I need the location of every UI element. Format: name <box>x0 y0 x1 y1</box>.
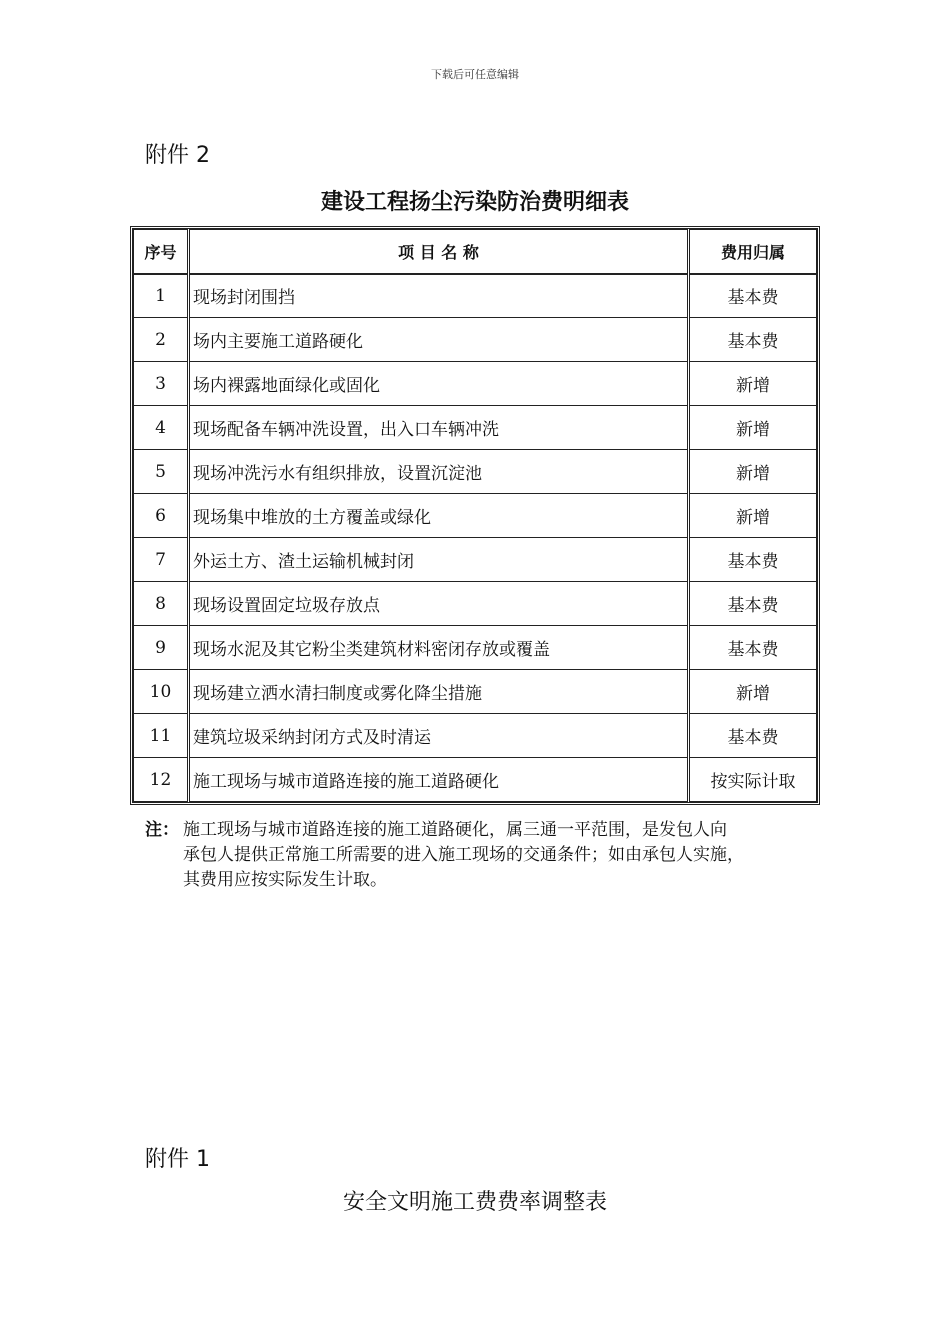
row-cost-category: 新增 <box>689 450 817 494</box>
row-cost-category: 基本费 <box>689 538 817 582</box>
row-item-name: 现场冲洗污水有组织排放，设置沉淀池 <box>189 450 689 494</box>
row-item-name: 施工现场与城市道路连接的施工道路硬化 <box>189 758 689 802</box>
table-row <box>134 758 817 802</box>
row-item-name: 现场设置固定垃圾存放点 <box>189 582 689 626</box>
footnote-line: 承包人提供正常施工所需要的进入施工现场的交通条件；如由承包人实施， <box>183 845 744 865</box>
page-header-note: 下载后可任意编辑 <box>431 68 519 81</box>
table-row <box>134 362 817 406</box>
row-item-name: 现场封闭围挡 <box>189 274 689 318</box>
row-cost-category: 新增 <box>689 670 817 714</box>
row-cost-category: 新增 <box>689 406 817 450</box>
table-row <box>134 318 817 362</box>
row-cost-category: 基本费 <box>689 274 817 318</box>
table-row <box>134 714 817 758</box>
footnote-line: 施工现场与城市道路连接的施工道路硬化，属三通一平范围，是发包人向 <box>183 820 727 840</box>
header-cost-category: 费用归属 <box>689 230 817 274</box>
row-item-name: 现场水泥及其它粉尘类建筑材料密闭存放或覆盖 <box>189 626 689 670</box>
row-cost-category: 基本费 <box>689 582 817 626</box>
row-item-name: 建筑垃圾采纳封闭方式及时清运 <box>189 714 689 758</box>
row-serial-number: 2 <box>134 318 189 362</box>
row-item-name: 场内裸露地面绿化或固化 <box>189 362 689 406</box>
row-serial-number: 9 <box>134 626 189 670</box>
row-serial-number: 12 <box>134 758 189 802</box>
table-row <box>134 274 817 318</box>
table-row <box>134 494 817 538</box>
row-item-name: 场内主要施工道路硬化 <box>189 318 689 362</box>
row-cost-category: 基本费 <box>689 318 817 362</box>
table-footnote <box>145 818 825 893</box>
row-item-name: 现场建立洒水清扫制度或雾化降尘措施 <box>189 670 689 714</box>
row-serial-number: 1 <box>134 274 189 318</box>
row-cost-category: 新增 <box>689 494 817 538</box>
row-item-name: 现场配备车辆冲洗设置，出入口车辆冲洗 <box>189 406 689 450</box>
table-row <box>134 538 817 582</box>
attachment-2-title: 建设工程扬尘污染防治费明细表 <box>320 190 629 215</box>
table-row <box>134 450 817 494</box>
row-serial-number: 6 <box>134 494 189 538</box>
row-item-name: 现场集中堆放的土方覆盖或绿化 <box>189 494 689 538</box>
header-serial-number: 序号 <box>134 230 189 274</box>
header-item-name: 项 目 名 称 <box>189 230 689 274</box>
row-cost-category: 新增 <box>689 362 817 406</box>
table-header-row <box>134 230 817 274</box>
row-cost-category: 按实际计取 <box>689 758 817 802</box>
attachment-1-title: 安全文明施工费费率调整表 <box>342 1190 607 1215</box>
table-row <box>134 406 817 450</box>
attachment-1-label: 附件 1 <box>145 1147 210 1172</box>
row-cost-category: 基本费 <box>689 714 817 758</box>
table-row <box>134 626 817 670</box>
dust-prevention-cost-table <box>130 226 820 805</box>
row-serial-number: 7 <box>134 538 189 582</box>
row-serial-number: 4 <box>134 406 189 450</box>
table-row <box>134 582 817 626</box>
row-serial-number: 8 <box>134 582 189 626</box>
row-serial-number: 11 <box>134 714 189 758</box>
row-serial-number: 10 <box>134 670 189 714</box>
row-serial-number: 3 <box>134 362 189 406</box>
attachment-2-label: 附件 2 <box>145 143 210 168</box>
footnote-label: 注： <box>145 820 179 840</box>
table-row <box>134 670 817 714</box>
row-item-name: 外运土方、渣土运输机械封闭 <box>189 538 689 582</box>
row-serial-number: 5 <box>134 450 189 494</box>
row-cost-category: 基本费 <box>689 626 817 670</box>
footnote-line: 其费用应按实际发生计取。 <box>183 870 387 890</box>
